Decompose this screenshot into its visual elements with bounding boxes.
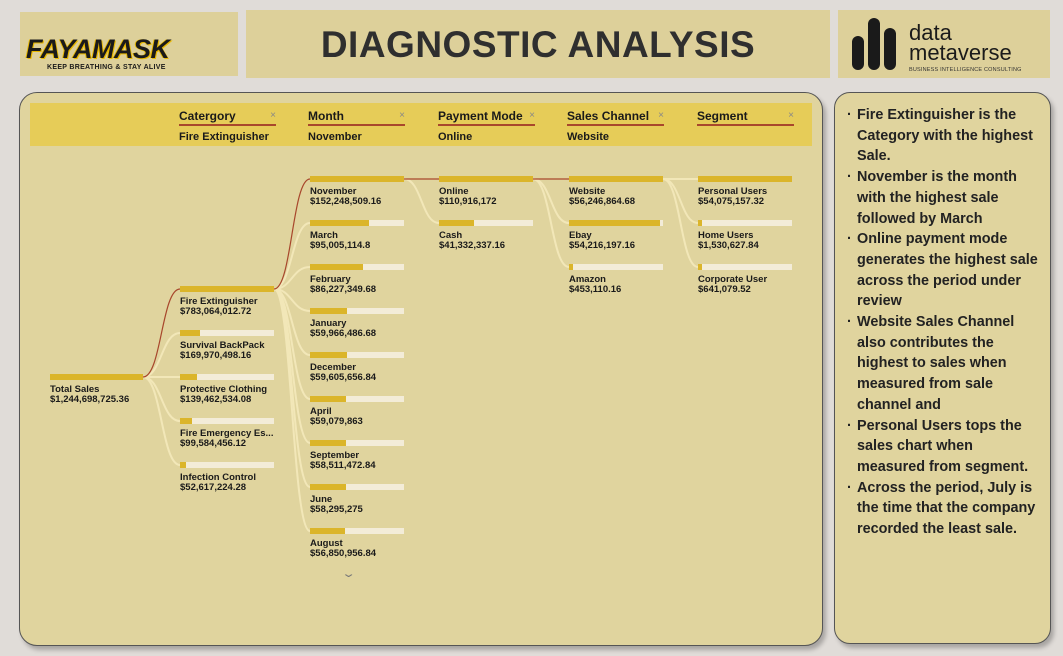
root-node[interactable] [50,374,143,405]
node-value: $139,462,534.08 [180,394,252,405]
node-bar-fill [310,220,369,226]
insight-item: · Fire Extinguisher is the Category with the highest Sale. [857,105,1040,167]
node-label: September [310,450,360,461]
insight-item: · Online payment mode generates the highest sale across the period under review [857,229,1040,312]
node-value: $54,075,157.32 [698,196,765,207]
node-bar-fill [569,220,660,226]
node-value: $58,511,472.84 [310,460,376,471]
node-bar [310,308,404,314]
level-name: Sales Channel [567,109,664,126]
node-bar [180,330,274,336]
node-value: $56,850,956.84 [310,548,377,559]
node-bar-fill [310,264,363,270]
node-value: $1,530,627.84 [698,240,759,251]
level-name: Segment [697,109,794,126]
node-bar-fill [698,264,702,270]
category-node[interactable] [180,418,274,449]
tree-link [404,179,439,223]
level-name: Catergory [179,109,276,126]
segment-node[interactable] [698,264,792,295]
node-label: June [310,494,333,505]
node-value: $54,216,197.16 [569,240,636,251]
node-label: Total Sales [50,384,100,395]
node-bar [310,220,404,226]
node-bar [310,176,404,182]
month-node[interactable] [310,484,404,515]
dm-line1: data [909,20,952,45]
node-bar-fill [698,176,792,182]
node-bar [180,286,274,292]
node-bar [180,374,274,380]
channel-node[interactable] [569,264,663,295]
node-label: Fire Emergency Es... [180,428,274,439]
node-bar [180,462,274,468]
node-label: March [310,230,338,241]
node-value: $59,966,486.68 [310,328,377,339]
tree-link [143,289,180,377]
category-node[interactable] [180,462,274,493]
node-value: $110,916,172 [439,196,497,207]
dm-name [909,20,1012,65]
clear-icon[interactable]: × [658,110,664,121]
node-value: $1,244,698,725.36 [50,394,130,405]
node-bar-fill [310,396,346,402]
node-bar [698,220,792,226]
level-value: Fire Extinguisher [179,131,269,143]
month-node[interactable] [310,396,404,427]
node-label: December [310,362,356,373]
channel-node[interactable] [569,176,663,207]
node-value: $86,227,349.68 [310,284,377,295]
node-bar-fill [698,220,702,226]
node-bar-fill [180,330,200,336]
tree-link [143,333,180,377]
payment-node[interactable] [439,176,533,207]
node-value: $56,246,864.68 [569,196,636,207]
node-label: Protective Clothing [180,384,268,395]
level-name: Payment Mode [438,109,535,126]
segment-node[interactable] [698,176,792,207]
node-label: Amazon [569,274,606,285]
level-value: November [308,131,362,143]
node-bar [439,176,533,182]
node-bar-fill [180,418,192,424]
insights-list [835,93,1050,540]
node-value: $169,970,498.16 [180,350,252,361]
node-label: Website [569,186,606,197]
node-value: $99,584,456.12 [180,438,247,449]
category-node[interactable] [180,286,274,317]
dm-tagline: BUSINESS INTELLIGENCE CONSULTING [909,67,1022,73]
chevron-down-icon[interactable]: ⌄ [341,568,356,580]
level-name: Month [308,109,405,126]
page-title: DIAGNOSTIC ANALYSIS [320,24,756,65]
node-bar [310,440,404,446]
node-bar-fill [180,462,186,468]
node-bar [569,264,663,270]
clear-icon[interactable]: × [788,110,794,121]
header [0,0,1063,84]
node-label: Ebay [569,230,592,241]
insight-item: · November is the month with the highest sale followed by March [857,167,1040,229]
dm-line2: metaverse [909,40,1012,65]
insight-item: · Across the period, July is the time that the company recorded the least sale. [857,478,1040,540]
node-bar [439,220,533,226]
tree-link [533,179,569,223]
node-value: $59,605,656.84 [310,372,377,383]
tree-link [533,179,569,267]
node-value: $453,110.16 [569,284,622,295]
node-label: Fire Extinguisher [180,296,258,307]
brand-tagline: KEEP BREATHING & STAY ALIVE [47,64,166,71]
node-bar-fill [569,176,663,182]
node-bar [50,374,143,380]
month-node[interactable] [310,220,404,251]
insights-panel [834,92,1051,644]
brand-name: FAYAMASK [26,34,170,64]
month-node[interactable] [310,352,404,383]
node-label: November [310,186,357,197]
data-metaverse-logo [838,10,1050,78]
node-label: Corporate User [698,274,768,285]
tree-link [274,179,310,289]
dm-logo-icon [848,14,908,74]
node-bar [310,484,404,490]
node-bar-fill [180,374,197,380]
node-value: $58,295,275 [310,504,363,515]
node-value: $59,079,863 [310,416,363,427]
tree-link [143,377,180,465]
node-bar [698,264,792,270]
node-bar [310,264,404,270]
insight-item: · Website Sales Channel also contributes the highest to sales when measured from sale channel and [857,312,1040,416]
node-label: Infection Control [180,472,256,483]
node-bar-fill [569,264,573,270]
node-bar-fill [439,176,533,182]
node-label: Survival BackPack [180,340,265,351]
node-bar [310,396,404,402]
tree-link [663,179,698,223]
segment-node[interactable] [698,220,792,251]
decomposition-tree-panel [19,92,823,646]
node-bar-fill [439,220,474,226]
clear-icon[interactable]: × [399,110,405,121]
channel-node[interactable] [569,220,663,251]
node-bar-fill [310,484,346,490]
node-bar [180,418,274,424]
fayamask-logo [20,12,238,76]
title-banner [246,10,830,78]
node-bar-fill [310,308,347,314]
node-bar-fill [310,528,345,534]
node-bar-fill [180,286,274,292]
node-label: Cash [439,230,463,241]
category-node[interactable] [180,374,274,405]
month-node[interactable] [310,440,404,471]
tree-link [143,377,180,421]
month-node[interactable] [310,176,404,207]
level-value: Online [438,131,473,143]
node-bar-fill [50,374,143,380]
node-bar [310,528,404,534]
node-value: $152,248,509.16 [310,196,382,207]
month-node[interactable] [310,264,404,295]
insight-item: · Personal Users tops the sales chart when measured from segment. [857,416,1040,478]
node-bar [569,176,663,182]
node-bar [698,176,792,182]
node-label: Home Users [698,230,754,241]
level-value: Website [567,131,609,143]
clear-icon[interactable]: × [270,110,276,121]
node-value: $52,617,224.28 [180,482,247,493]
tree-link [663,179,698,267]
node-bar-fill [310,440,346,446]
node-label: February [310,274,351,285]
month-node[interactable] [310,528,404,559]
node-value: $41,332,337.16 [439,240,506,251]
node-value: $95,005,114.8 [310,240,371,251]
node-value: $783,064,012.72 [180,306,252,317]
node-label: Personal Users [698,186,768,197]
month-node[interactable] [310,308,404,339]
node-label: Online [439,186,469,197]
node-label: April [310,406,332,417]
node-bar-fill [310,352,347,358]
category-node[interactable] [180,330,274,361]
node-label: August [310,538,343,549]
node-bar [310,352,404,358]
node-label: January [310,318,347,329]
clear-icon[interactable]: × [529,110,535,121]
payment-node[interactable] [439,220,533,251]
node-bar [569,220,663,226]
node-value: $641,079.52 [698,284,751,295]
node-bar-fill [310,176,404,182]
